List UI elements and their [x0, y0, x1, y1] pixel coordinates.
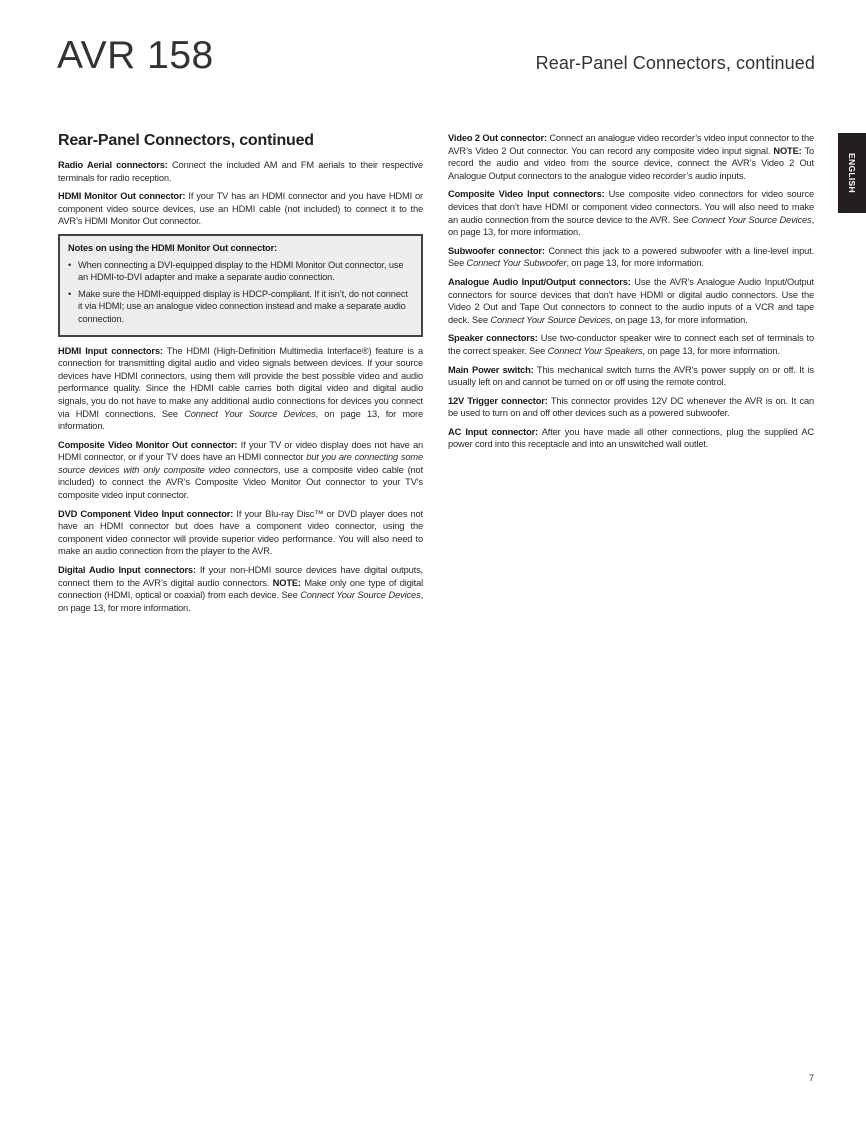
language-tab-label: ENGLISH: [847, 153, 857, 193]
ac-input-entry: [448, 426, 814, 451]
entry-tail: , on page 13, for more information.: [58, 408, 423, 432]
composite-input-entry: [448, 188, 814, 238]
entry-tail: , on page 13, for more information.: [58, 590, 424, 613]
note-item: [68, 259, 413, 284]
trigger-entry: [448, 395, 814, 420]
note-text: When connecting a DVI-equipped display to the HDMI Monitor Out connector, use an HDMI-to-DVI adapter and make a separate audio connection.: [78, 259, 404, 283]
hdmi-monitor-entry: [58, 190, 423, 228]
entry-text: Use composite video connectors for video source devices that don’t have HDMI or component video connectors. You will also need to make an audio connection from the source device to the AVR. See: [448, 189, 814, 225]
entry-text: Connect the included AM and FM aerials to their respective terminals for radio reception.: [58, 160, 423, 183]
main-power-entry: [448, 364, 814, 389]
page-number: 7: [808, 1073, 814, 1083]
hdmi-input-entry: [58, 345, 423, 433]
entry-text: If your TV has an HDMI connector and you have HDMI or component video source devices, use an HDMI cable (not included) to connect it to the AVR’s HDMI Monitor Out connector.: [58, 191, 423, 227]
entry-text: Connect this jack to a powered subwoofer with a line-level input. See: [448, 245, 814, 269]
subwoofer-entry: [448, 245, 814, 270]
composite-monitor-entry: [58, 439, 423, 502]
entry-text: The HDMI (High-Definition Multimedia Interface®) feature is a connection for transmitting digital audio and video signals between devices. If your source devices have HDMI connectors, using them will provide the best possible video and audio performance quality. Since the HDMI cable carries both digital video and digital audio signals, you do not have to make any additional audio connections for devices you connect via HDMI connections. See: [58, 345, 424, 419]
entry-term: Composite Video Monitor Out connector:: [58, 439, 238, 450]
entry-term: Analogue Audio Input/Output connectors:: [448, 276, 631, 287]
note-label: NOTE:: [773, 145, 802, 156]
entry-term: HDMI Monitor Out connector:: [58, 191, 186, 202]
radio-aerial-entry: [58, 159, 423, 184]
left-column: [58, 132, 423, 620]
entry-term: HDMI Input connectors:: [58, 345, 163, 356]
entry-tail: , on page 13, for more information.: [448, 214, 814, 238]
entry-tail: To record the audio and video from the source device, connect the AVR’s Video 2 Out Analogue Output connectors to the analogue video recorder’s audio inputs.: [448, 145, 814, 181]
entry-text: Use the AVR’s Analogue Audio Input/Output connectors for source devices that don’t have HDMI or digital audio connectors. Use the Video 2 Out and Tape Out connectors to connect to the audio inputs of a VCR and tape deck. See: [448, 276, 814, 325]
entry-text-2: Make only one type of digital connection (HDMI, optical or coaxial) from each device. See: [58, 577, 424, 601]
dvd-component-entry: [58, 508, 423, 558]
entry-text: Connect an analogue video recorder’s video input connector to the AVR’s Video 2 Out connector. You can record any composite video input signal.: [448, 133, 814, 156]
section-heading: Rear-Panel Connectors, continued: [58, 132, 314, 149]
entry-term: Speaker connectors:: [448, 333, 538, 344]
entry-text: If your Blu-ray Disc™ or DVD player does not have an HDMI connector but does have a component video connector, using the component video connector will provide superior video performance. You will also need to make an audio connection from the player to the AVR.: [58, 508, 423, 557]
note-item: [68, 288, 413, 326]
model-title: AVR 158: [57, 34, 214, 77]
entry-term: Radio Aerial connectors:: [58, 160, 168, 170]
digital-audio-entry: [58, 564, 423, 614]
entry-text: This connector provides 12V DC whenever the AVR is on. It can be used to turn on and off other devices such as a powered subwoofer.: [448, 395, 814, 419]
emphasis: but you are connecting some source devices with only composite video connectors: [58, 452, 423, 475]
cross-reference: Connect Your Source Devices: [691, 214, 812, 225]
note-label: NOTE:: [272, 577, 301, 588]
bullet-icon: •: [68, 288, 72, 299]
entry-tail: , on page 13, for more information.: [642, 345, 780, 356]
notes-list: [68, 259, 413, 326]
note-text: Make sure the HDMI-equipped display is HDCP-compliant. If it isn’t, do not connect it via HDMI; use an analogue video connection instead and make a separate audio connection.: [78, 288, 408, 324]
entry-term: Digital Audio Input connectors:: [58, 565, 196, 576]
entry-term: Main Power switch:: [448, 364, 534, 375]
entry-text: If your TV or video display does not have an HDMI connector, or if your TV does have an HDMI connector: [58, 439, 424, 463]
entry-tail: , on page 13, for more information.: [610, 314, 748, 325]
language-tab: [838, 133, 866, 213]
entry-term: 12V Trigger connector:: [448, 395, 548, 406]
analogue-io-entry: [448, 276, 814, 326]
entry-term: AC Input connector:: [448, 426, 539, 437]
speaker-entry: [448, 332, 814, 357]
bullet-icon: •: [68, 259, 72, 270]
entry-text: Use two-conductor speaker wire to connect each set of terminals to the correct speaker. See: [448, 333, 814, 356]
cross-reference: Connect Your Source Devices: [490, 314, 611, 325]
entry-text: After you have made all other connections, plug the supplied AC power cord into this receptacle and into an unswitched wall outlet.: [448, 426, 814, 450]
cross-reference: Connect Your Source Devices: [184, 408, 316, 419]
cross-reference: Connect Your Source Devices: [300, 590, 421, 601]
entry-term: Subwoofer connector:: [448, 245, 545, 256]
entry-term: Video 2 Out connector:: [448, 133, 547, 143]
cross-reference: Connect Your Speakers: [547, 345, 643, 356]
entry-tail: , on page 13, for more information.: [566, 258, 704, 269]
entry-text: This mechanical switch turns the AVR’s power supply on or off. It is usually left on and cannot be turned on or off using the remote control.: [448, 364, 814, 388]
cross-reference: Connect Your Subwoofer: [466, 258, 567, 269]
running-header: Rear-Panel Connectors, continued: [535, 53, 815, 73]
entry-term: Composite Video Input connectors:: [448, 189, 605, 200]
video2-out-entry: [448, 132, 814, 182]
notes-title: Notes on using the HDMI Monitor Out connector:: [68, 242, 277, 253]
right-column: [448, 132, 814, 457]
entry-text: If your non-HDMI source devices have digital outputs, connect them to the AVR’s digital audio connectors.: [58, 565, 423, 588]
notes-box: [58, 234, 423, 337]
entry-tail: , use a composite video cable (not included) to connect the AVR’s Composite Video Monitor Out connector to your TV’s composite video input connector.: [58, 464, 424, 501]
entry-term: DVD Component Video Input connector:: [58, 508, 234, 519]
